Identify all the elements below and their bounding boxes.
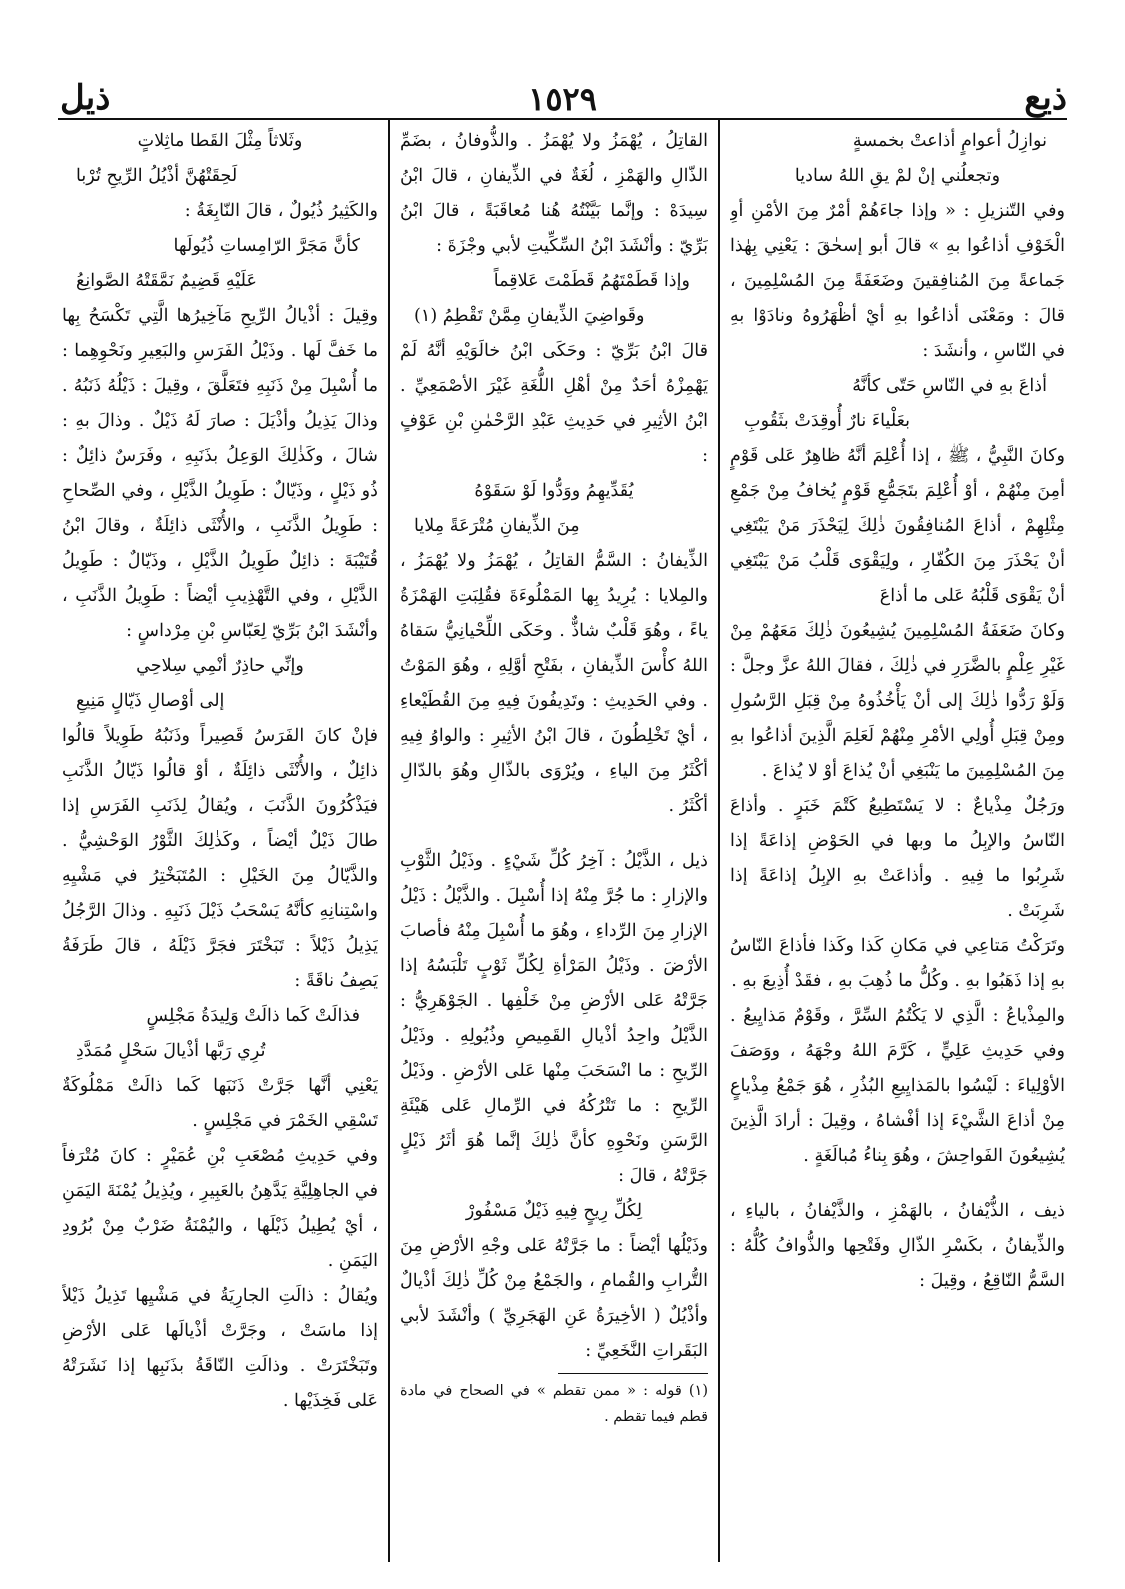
verse-line: فذالَتْ كَما ذالَتْ وَلِيدَةُ مَجْلِسٍ [146, 1006, 360, 1026]
verse-line: أذاعَ بهِ في النّاسِ حَتّى كأنَّهُ [852, 376, 1047, 396]
paragraph: يَعْنِي أنَّها جَرَّتْ ذَنَبَها كَما ذالَتْ مَمْلُوكَةٌ تَسْقِي الخَمْرَ في مَجْلِسٍ . [62, 1076, 378, 1131]
paragraph: وفي التّنزيلِ : « وإذا جاءَهُمْ أمْرٌ مِنَ الأمْنِ أوِ الْخَوْفِ أذاعُوا بهِ » قالَ أبو إسحٰقَ : يَعْنِي بِهٰذا جَماعةً مِنَ المُنافِقينَ وضَعَفَةً مِنَ المُسْلِمِينَ ، قالَ : ومَعْنَى أذاعُوا بهِ أيْ أظْهَرُوهُ ونادَوْا بهِ في النّاسِ ، وأنشَدَ : [730, 201, 1065, 361]
verse-line: يُقَدِّيهِمُ ووَدُّوا لَوْ سَقَوْهُ [474, 481, 634, 501]
verse-line: كأنَّ مَجَرَّ الرّامِساتِ ذُيُولَها [173, 236, 360, 256]
paragraph: القاتِلُ ، يُهْمَزُ ولا يُهْمَزُ . والذُّوفانُ ، بضَمِّ الذّالِ والهَمْزِ ، لُغَةٌ في الذِّيفانِ ، قالَ ابْنُ سِيدَهْ : وإنَّما بَيَّنْتُهُ هُنا مُعاقَبَةً ، قالَ ابْنُ بَرِّيّ : وأنْشَدَ ابْنُ السِّكِّيتِ لأبي وجْزَةَ : [400, 131, 708, 256]
headword-right: ذيع [1024, 78, 1067, 118]
paragraph: وتَرَكْتُ مَتاعِي في مَكانِ كَذا وكَذا فأذاعَ النّاسُ بهِ إذا ذَهَبُوا بهِ . وكُلُّ ما ذُهِبَ بهِ ، فقَدْ أُذِيعَ بهِ . [730, 936, 1065, 991]
column-divider [388, 120, 390, 1562]
verse-line: نوازِلُ أعوامٍ أذاعتْ بخمسةٍ [852, 131, 1047, 151]
paragraph: ويُقالُ : ذالَتِ الجارِيَةُ في مَشْيِها تَذِيلُ ذَيْلاً إذا ماسَتْ ، وجَرَّتْ أذْيالَها عَلى الأرْضِ وتَبَخْتَرَتْ . وذالَتِ النّاقَةُ بذَنَبِها إذا نَشَرَتْهُ عَلى فَخِذَيْها . [62, 1286, 378, 1411]
verse-line: بعَلْياءَ نارٌ أُوقِدَتْ بثَقُوبِ [744, 411, 911, 431]
verse-line: لَحِقَتْهُنَّ أذْيُلُ الرِّيحِ تُرْبا [76, 166, 238, 186]
paragraph: ورَجُلٌ مِذْياعٌ : لا يَسْتَطِيعُ كَتْمَ خَبَرٍ . وأذاعَ النّاسُ والإبِلُ ما وبها في الحَوْضِ إذاعَةً إذا شَرِبُوا ما فِيهِ . وأذاعَتْ بهِ الإبِلُ إذاعَةً إذا شَرِبَتْ . [730, 796, 1065, 921]
entry-paragraph: ذيف ، الذُّيْفانُ ، بالهَمْزِ ، والذَّيْفانُ ، بالياءِ ، والذِّيفانُ ، بكَسْرِ الذّالِ وفَتْحِها والذُّوافُ كُلُّهُ : السَّمُّ النّاقِعُ ، وقِيلَ : [730, 1201, 1065, 1291]
paragraph: وقِيلَ : أذْيالُ الرِّيحِ مَآخِيرُها الَّتِي تَكْسَحُ بِها ما خَفَّ لَها . وذَيْلُ الفَرَسِ والبَعِيرِ ونَحْوِهِما : ما أُسْبِلَ مِنْ ذَنَبِهِ فتَعَلَّقَ ، وقِيلَ : ذَيْلُهُ ذَنَبُهُ . وذالَ يَذِيلُ وأذْيَلَ : صارَ لَهُ ذَيْلٌ . وذالَ بهِ : شالَ ، وكَذٰلِكَ الوَعِلُ بذَنَبِهِ ، وفَرَسٌ ذائِلٌ : ذُو ذَيْلٍ ، وذَيّالٌ : طَوِيلُ الذَّيْلِ ، وفي الصِّحاحِ : طَوِيلُ الذَّنَبِ ، والأُنْثَى ذائِلَةٌ ، وقالَ ابْنُ قُتَيْبَةَ : ذائِلٌ طَوِيلُ الذَّيْلِ ، وذَيّالٌ : طَوِيلُ الذَّيْلِ ، وفي التَّهْذِيبِ أيْضاً : طَوِيلُ الذَّنَبِ ، وأنْشَدَ ابْنُ بَرِّيّ لِعَبّاسِ بْنِ مِرْداسٍ : [62, 306, 378, 641]
column-left [62, 124, 378, 1564]
footnote-rule [558, 1373, 708, 1374]
verse-line: إلى أوْصالِ ذَيّالٍ مَنِيعِ [76, 691, 225, 711]
verse-line: وثَلاثاً مِثْلَ القَطا ماثِلاتٍ [137, 131, 303, 151]
headword-left: ذيل [60, 78, 111, 118]
column-divider [718, 120, 720, 1562]
paragraph: والكَثِيرُ ذُيُولٌ ، قالَ النّابِغَةُ : [184, 201, 378, 221]
verse-line: وإنِّي حاذِرٌ أنْمِي سِلاحِي [136, 656, 304, 676]
paragraph: الذِّيفانُ : السَّمُّ القاتِلُ ، يُهْمَزُ ولا يُهْمَزُ ، والمِلايا : يُرِيدُ بِها المَمْلُوءَةَ فقُلِبَتِ الهَمْزَةُ ياءً ، وهُوَ قَلْبٌ شاذٌّ . وحَكَى اللِّحْيانِيُّ سَقاهُ اللهُ كأْسَ الذِّيفانِ ، بفَتْحِ أوَّلِهِ ، وهُوَ المَوْتُ . وفي الحَدِيثِ : وتَدِيفُونَ فِيهِ مِنَ القُطَيْعاءِ ، أيْ تَخْلِطُونَ ، قالَ ابْنُ الأثِيرِ : والواوُ فِيهِ أكْثَرُ مِنَ الياءِ ، ويُرْوَى بالذّالِ وهُوَ بالدّالِ أكْثَرُ . [400, 551, 708, 816]
column-middle [400, 124, 708, 1564]
paragraph: وفي حَدِيثِ مُصْعَبِ بْنِ عُمَيْرٍ : كانَ مُتْرَفاً في الجاهِلِيَّةِ يَدَّهِنُ بالعَبِيرِ ، ويُذِيلُ يُمْنَةَ اليَمَنِ ، أيْ يُطِيلُ ذَيْلَها ، واليُمْنَةُ ضَرْبٌ مِنْ بُرُودِ اليَمَنِ . [62, 1146, 378, 1271]
paragraph: وكانَ النَّبِيُّ ، ﷺ ، إذا أُعْلِمَ أنَّهُ ظاهِرٌ عَلى قَوْمٍ أمِنَ مِنْهُمْ ، أوْ أُعْلِمَ بتَجَمُّعِ قَوْمٍ يُخافُ مِنْ جَمْعِ مِثْلِهِمْ ، أذاعَ المُنافِقُونَ ذٰلِكَ لِيَحْذَرَ مَنْ يَبْتَغِي أنْ يَحْذَرَ مِنَ الكُفّارِ ، ولِيَقْوَى قَلْبُ مَنْ يَبْتَغِي أنْ يَقْوَى قَلْبُهُ عَلى ما أذاعَ [730, 446, 1065, 606]
column-right [730, 124, 1065, 1564]
verse-line: وإذا قَطَمْتَهُمُ قَطَمْتَ عَلاقِماً [493, 271, 690, 291]
paragraph: قالَ ابْنُ بَرِّيّ : وحَكَى ابْنُ خالَوَيْهِ أنَّهُ لَمْ يَهْمِزْهُ أحَدٌ مِنْ أهْلِ اللُّغَةِ غَيْرَ الأصْمَعِيِّ . ابْنُ الأثِيرِ في حَدِيثِ عَبْدِ الرَّحْمٰنِ بْنِ عَوْفٍ : [400, 341, 708, 466]
verse-line: عَلَيْهِ قَضِيمٌ نَمَّقَتْهُ الصَّوانِعُ [76, 271, 257, 291]
verse-line: وتجعلُني إنْ لمْ يقِ اللهُ ساديا [794, 166, 1001, 186]
header-rule [58, 118, 1067, 120]
paragraph: وذَيْلُها أيْضاً : ما جَرَّتْهُ عَلى وجْهِ الأرْضِ مِنَ التُّرابِ والقُمامِ ، والجَمْعُ مِنْ كُلِّ ذٰلِكَ أذْيالٌ وأذْيُلٌ ( الأخِيرَةُ عَنِ الهَجَرِيِّ ) وأنْشَدَ لأبي البَقَراتِ النَّخَعِيِّ : [400, 1236, 708, 1361]
paragraph: والمِذْياعُ : الَّذِي لا يَكْتُمُ السِّرَّ ، وقَوْمٌ مَذايِيعُ . وفي حَدِيثِ عَلِيٍّ ، كَرَّمَ اللهُ وجْهَهُ ، ووَصَفَ الأوْلِياءَ : لَيْسُوا بالمَذايِيعِ البُذُرِ ، هُوَ جَمْعُ مِذْياعٍ مِنْ أذاعَ الشَّيْءَ إذا أفْشاهُ ، وقِيلَ : أرادَ الَّذِينَ يُشِيعُونَ الفَواحِشَ ، وهُوَ بِناءُ مُبالَغَةٍ . [730, 1006, 1065, 1166]
verse-line: مِنَ الذِّيفانِ مُتْرَعَةً مِلايا [414, 516, 580, 536]
page-header [0, 0, 1125, 118]
verse-line: وقَواضِيَ الذِّيفانِ مِمَّنْ تَقْطِمُ (١) [414, 306, 645, 326]
verse-line: تُرِي رَبَّها أذْيالَ سَحْلٍ مُمَدَّدِ [76, 1041, 266, 1061]
paragraph: فإنْ كانَ الفَرَسُ قَصِيراً وذَنَبُهُ طَوِيلاً قالُوا ذائِلٌ ، والأُنْثَى ذائِلَةٌ ، أوْ قالُوا ذَيّالُ الذَّنَبِ فيَذْكُرُونَ الذَّنَبَ ، ويُقالُ لِذَنَبِ الفَرَسِ إذا طالَ ذَيْلٌ أيْضاً ، وكَذٰلِكَ الثَّوْرُ الوَحْشِيُّ . والذَّيّالُ مِنَ الخَيْلِ : المُتَبَخْتِرُ في مَشْيِهِ واسْتِنانِهِ كأنَّهُ يَسْحَبُ ذَيْلَ ذَنَبِهِ . وذالَ الرَّجُلُ يَذِيلُ ذَيْلاً : تَبَخْتَرَ فجَرَّ ذَيْلَهُ ، قالَ طَرَفَةُ يَصِفُ ناقَةً : [62, 726, 378, 991]
page-number: ١٥٢٩ [528, 80, 597, 118]
verse-line: لِكُلِّ رِيحٍ فِيهِ ذَيْلٌ مَسْفُورْ [465, 1201, 643, 1221]
footnote: (١) قوله : « ممن تقطم » في الصحاح في مادة قطم فيما تقطم . [400, 1383, 708, 1425]
entry-paragraph: ذيل ، الذَّيْلُ : آخِرُ كُلِّ شَيْءٍ . وذَيْلُ الثَّوْبِ والإزارِ : ما جُرَّ مِنْهُ إذا أُسْبِلَ . والذَّيْلُ : ذَيْلُ الإزارِ مِنَ الرِّداءِ ، وهُوَ ما أُسْبِلَ مِنْهُ فأصابَ الأرْضَ . وذَيْلُ المَرْأةِ لِكُلِّ ثَوْبٍ تَلْبَسُهُ إذا جَرَّتْهُ عَلى الأرْضِ مِنْ خَلْفِها . الجَوْهَرِيُّ : الذَّيْلُ واحِدُ أذْيالِ القَمِيصِ وذُيُولِهِ . وذَيْلُ الرِّيحِ : ما انْسَحَبَ مِنْها عَلى الأرْضِ . وذَيْلُ الرِّيحِ : ما تَتْرُكُهُ في الرِّمالِ عَلى هَيْئَةِ الرَّسَنِ ونَحْوِهِ كأنَّ ذٰلِكَ إنَّما هُوَ أثَرُ ذَيْلٍ جَرَّتْهُ ، قالَ : [400, 851, 708, 1186]
paragraph: وكانَ ضَعَفَةُ المُسْلِمِينَ يُشِيعُونَ ذٰلِكَ مَعَهُمْ مِنْ غَيْرِ عِلْمٍ بالضَّرَرِ في ذٰلِكَ ، فقالَ اللهُ عزَّ وجلَّ : وَلَوْ رَدُّوا ذٰلِكَ إلى أنْ يَأْخُذُوهُ مِنْ قِبَلِ الرَّسُولِ ومِنْ قِبَلِ أُولِي الأمْرِ مِنْهُمْ لَعَلِمَ الَّذِينَ أذاعُوا بهِ مِنَ المُسْلِمِينَ ما يَنْبَغِي أنْ يُذاعَ أوْ لا يُذاعَ . [730, 621, 1065, 781]
